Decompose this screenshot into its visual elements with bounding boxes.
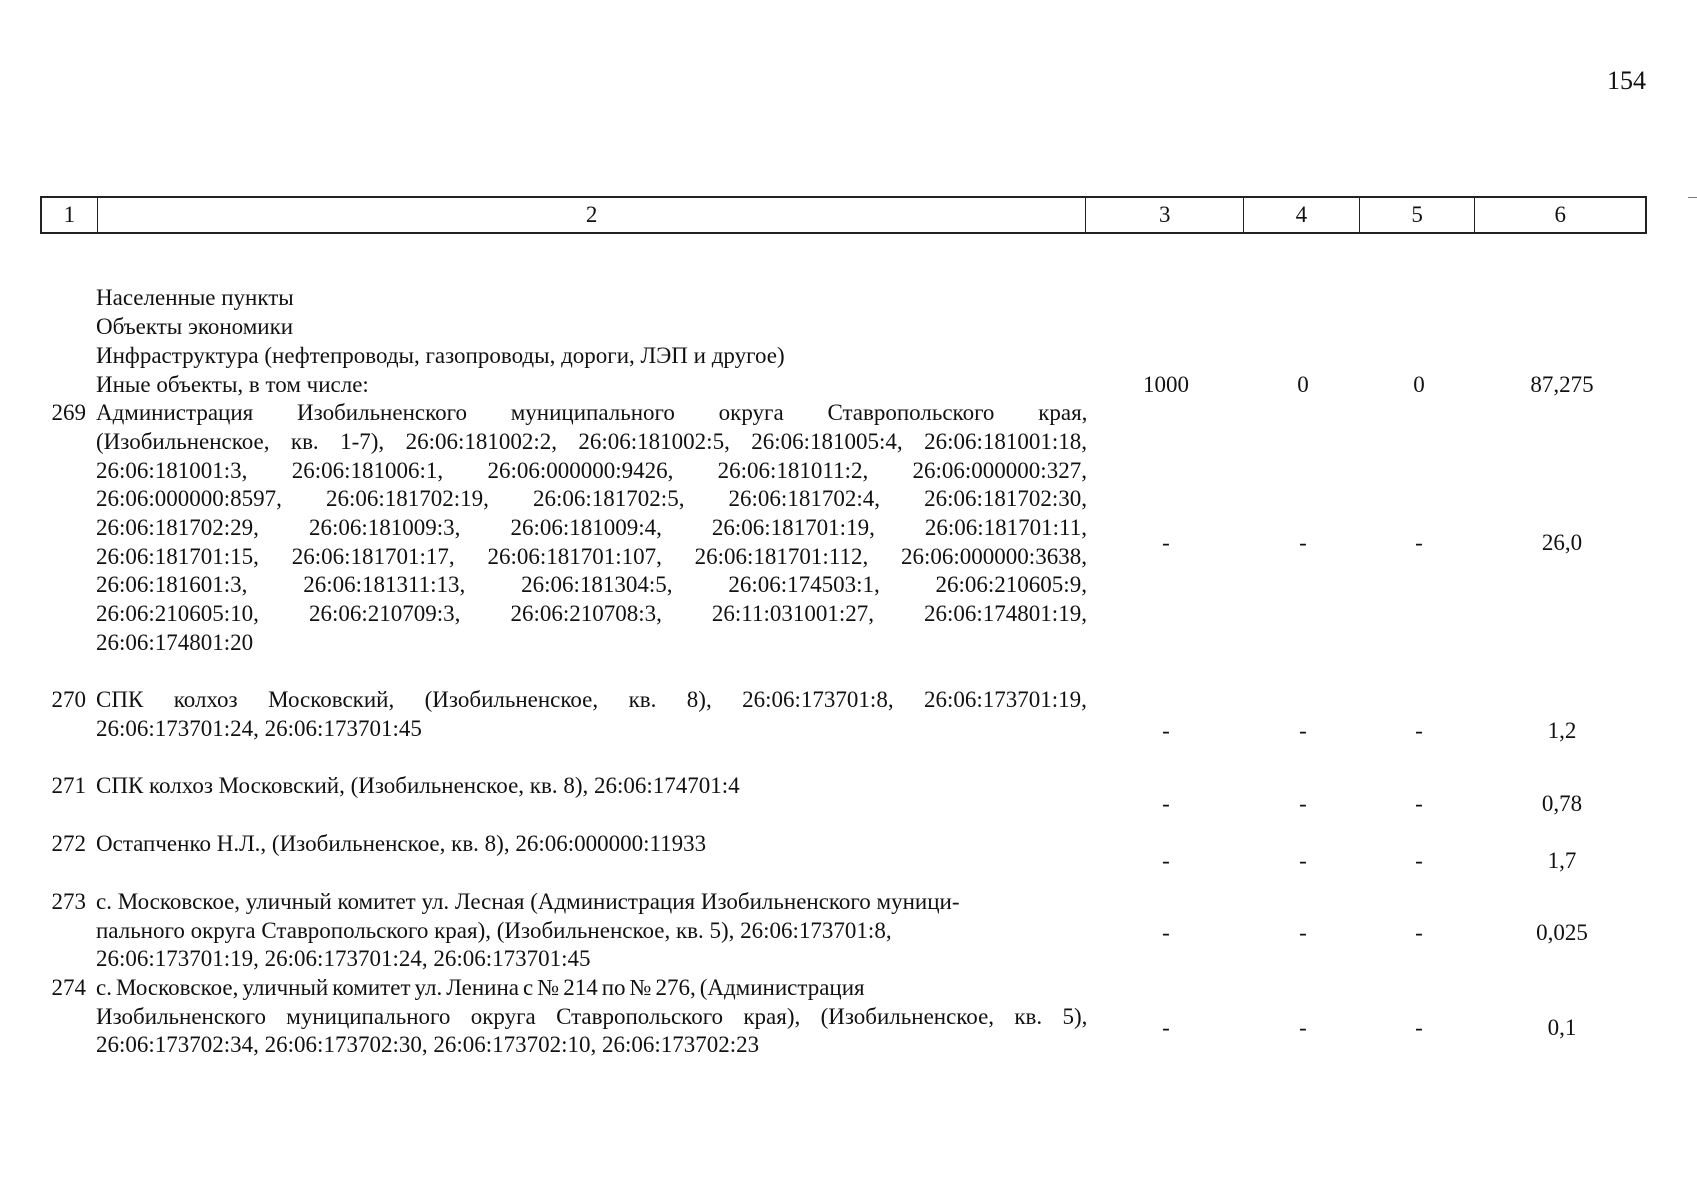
row-col-3: -: [1162, 848, 1170, 873]
row-number: 273: [51, 889, 86, 914]
row-text-line: 26:06:174801:20: [96, 630, 254, 655]
row-text-line: 26:06:181601:3, 26:06:181311:13, 26:06:181304:5, 26:06:174503:1, 26:06:210605:9,: [96, 572, 1087, 597]
category-economy: Объекты экономики: [96, 314, 294, 339]
row-col-6: 0,78: [1541, 791, 1583, 816]
row-col-5: -: [1415, 530, 1423, 555]
row-text-line: 26:06:173702:34, 26:06:173702:30, 26:06:173702:10, 26:06:173702:23: [96, 1032, 760, 1057]
total-col-6: 87,275: [1530, 372, 1594, 397]
row-col-4: -: [1299, 791, 1307, 816]
row-text-line: 26:06:181001:3, 26:06:181006:1, 26:06:000000:9426, 26:06:181011:2, 26:06:000000:327,: [96, 458, 1087, 483]
row-col-4: -: [1299, 920, 1307, 945]
row-text-line: 26:06:181702:29, 26:06:181009:3, 26:06:181009:4, 26:06:181701:19, 26:06:181701:11,: [96, 515, 1087, 540]
row-text-line: 26:06:210605:10, 26:06:210709:3, 26:06:210708:3, 26:11:031001:27, 26:06:174801:19,: [96, 601, 1087, 626]
row-col-6: 0,1: [1547, 1015, 1577, 1040]
row-col-5: -: [1415, 718, 1423, 743]
row-text-line: Администрация Изобильненского муниципального округа Ставропольского края,: [96, 400, 1088, 425]
row-col-5: -: [1415, 791, 1423, 816]
row-col-3: -: [1162, 1015, 1170, 1040]
row-col-5: -: [1415, 848, 1423, 873]
category-other-objects: Иные объекты, в том числе:: [96, 372, 369, 397]
page-number: 154: [1607, 66, 1646, 95]
row-text-line: с. Московское, уличный комитет ул. Лесная (Администрация Изобильненского муници-: [96, 889, 960, 914]
header-col-2: 2: [98, 198, 1087, 232]
row-col-4: -: [1299, 718, 1307, 743]
total-col-4: 0: [1297, 372, 1309, 397]
row-col-4: -: [1299, 848, 1307, 873]
category-settlements: Населенные пункты: [96, 285, 294, 310]
header-col-5: 5: [1360, 198, 1476, 232]
row-number: 271: [51, 773, 86, 798]
row-col-3: -: [1162, 791, 1170, 816]
row-col-3: -: [1162, 530, 1170, 555]
row-col-4: -: [1299, 530, 1307, 555]
row-text-line: с. Московское, уличный комитет ул. Ленина с № 214 по № 276, (Администрация: [96, 975, 865, 1000]
row-text-line: 26:06:173701:24, 26:06:173701:45: [96, 716, 422, 741]
row-col-6: 1,2: [1547, 718, 1577, 743]
header-col-6: 6: [1554, 202, 1566, 227]
row-text-line: Остапченко Н.Л., (Изобильненское, кв. 8), 26:06:000000:11933: [96, 831, 707, 856]
category-infrastructure: Инфраструктура (нефтепроводы, газопроводы, дороги, ЛЭП и другое): [96, 343, 785, 368]
row-text-line: 26:06:181701:15, 26:06:181701:17, 26:06:181701:107, 26:06:181701:112, 26:06:000000:3638,: [96, 544, 1087, 569]
row-col-5: -: [1415, 920, 1423, 945]
row-text-line: СПК колхоз Московский, (Изобильненское, кв. 8), 26:06:173701:8, 26:06:173701:19,: [96, 687, 1087, 712]
row-col-3: -: [1162, 718, 1170, 743]
header-col-1: 1: [42, 198, 98, 232]
row-col-4: -: [1299, 1015, 1307, 1040]
row-number: 274: [51, 975, 86, 1000]
row-number: 272: [51, 831, 86, 856]
total-col-5: 0: [1413, 372, 1425, 397]
header-col-3: 3: [1086, 198, 1244, 232]
row-col-5: -: [1415, 1015, 1423, 1040]
row-text-line: (Изобильненское, кв. 1-7), 26:06:181002:2, 26:06:181002:5, 26:06:181005:4, 26:06:181001:18,: [96, 429, 1087, 454]
row-number: 269: [51, 400, 86, 425]
header-col-4: 4: [1244, 198, 1360, 232]
row-text-line: 26:06:173701:19, 26:06:173701:24, 26:06:173701:45: [96, 946, 591, 971]
table-header: [40, 196, 1647, 234]
scan-mark: [1688, 197, 1697, 198]
row-col-6: 0,025: [1536, 920, 1588, 945]
total-col-3: 1000: [1143, 372, 1189, 397]
row-text-line: пального округа Ставропольского края), (Изобильненское, кв. 5), 26:06:173701:8,: [96, 918, 892, 943]
row-col-6: 26,0: [1541, 530, 1583, 555]
row-text-line: СПК колхоз Московский, (Изобильненское, кв. 8), 26:06:174701:4: [96, 773, 740, 798]
row-text-line: 26:06:000000:8597, 26:06:181702:19, 26:06:181702:5, 26:06:181702:4, 26:06:181702:30,: [96, 486, 1087, 511]
row-col-3: -: [1162, 920, 1170, 945]
row-number: 270: [51, 687, 86, 712]
row-text-line: Изобильненского муниципального округа Ставропольского края), (Изобильненское, кв. 5),: [96, 1004, 1088, 1029]
row-col-6: 1,7: [1547, 848, 1577, 873]
